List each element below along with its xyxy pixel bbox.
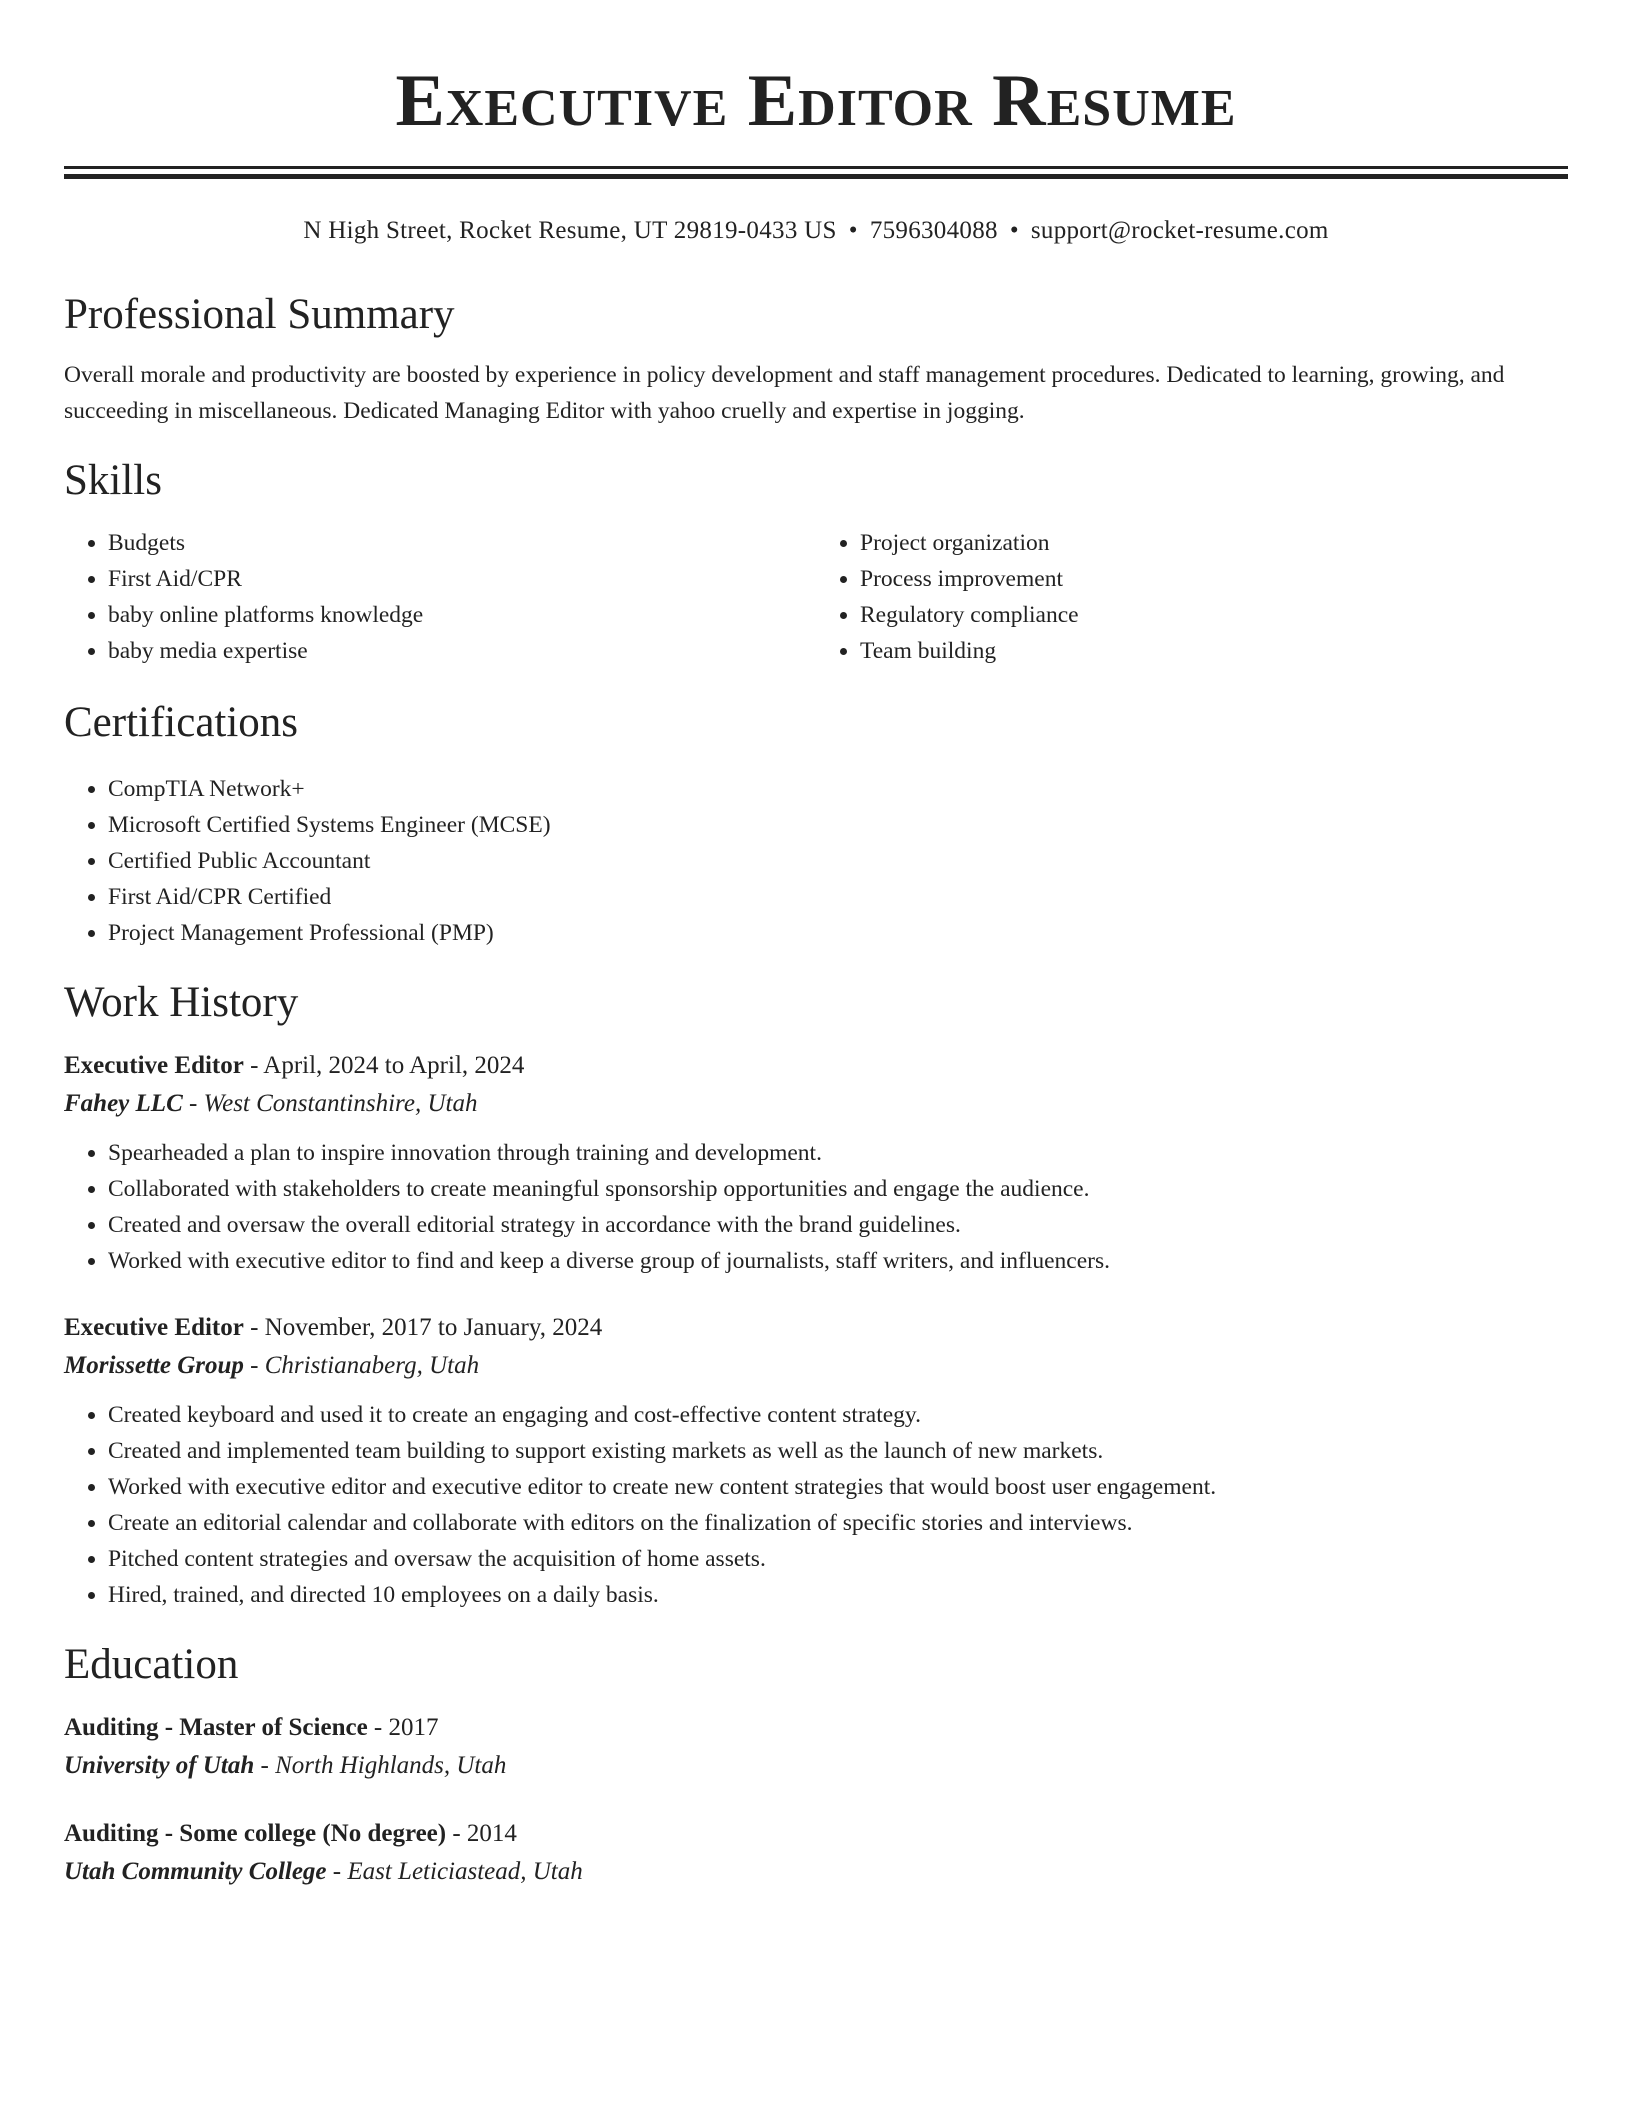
summary-section xyxy=(64,289,1568,429)
education-entry xyxy=(64,1709,1568,1785)
job-bullet: • Collaborated with stakeholders to create meaningful sponsorship opportunities and engage the audience. xyxy=(108,1171,1568,1207)
degree-year: - 2017 xyxy=(367,1714,439,1741)
contact-separator: • xyxy=(848,217,858,244)
contact-separator: • xyxy=(1009,217,1019,244)
skill-item: • Regulatory compliance xyxy=(860,597,1568,633)
skills-heading: Skills xyxy=(64,457,162,504)
job-bullets xyxy=(64,1397,1568,1613)
skills-section xyxy=(64,455,1568,669)
skills-grid xyxy=(64,525,1568,669)
summary-text: Overall morale and productivity are boosted by experience in policy development and staff management procedures. Dedicated to learning, growing, and succeeding in miscellaneous. Dedicated Managing Editor with yahoo cruelly and expertise in jogging. xyxy=(64,362,1505,424)
title-rule-bottom xyxy=(64,174,1568,179)
job-entry xyxy=(64,1309,1568,1613)
skill-item: • baby media expertise xyxy=(108,633,816,669)
job-company: Morissette Group xyxy=(64,1352,244,1379)
skills-list-left xyxy=(64,525,816,669)
school-location: - East Leticiastead, Utah xyxy=(326,1858,583,1885)
skill-item: • Budgets xyxy=(108,525,816,561)
job-entry xyxy=(64,1047,1568,1279)
skills-list-right xyxy=(816,525,1568,669)
contact-line xyxy=(64,215,1568,247)
skill-item: • First Aid/CPR xyxy=(108,561,816,597)
certifications-section xyxy=(64,697,1568,951)
resume-title: Executive Editor Resume xyxy=(395,60,1237,142)
certification-item: • Certified Public Accountant xyxy=(108,843,1568,879)
work-history-section xyxy=(64,977,1568,1613)
certifications-list xyxy=(64,771,1568,951)
job-title-line xyxy=(64,1047,1568,1085)
certifications-heading: Certifications xyxy=(64,699,299,746)
certification-item: • Project Management Professional (PMP) xyxy=(108,915,1568,951)
contact-phone: 7596304088 xyxy=(869,217,998,244)
job-bullet: • Worked with executive editor to find and keep a diverse group of journalists, staff writers, and influencers. xyxy=(108,1243,1568,1279)
job-bullet: • Created keyboard and used it to create an engaging and cost-effective content strategy. xyxy=(108,1397,1568,1433)
job-bullet: • Created and oversaw the overall editorial strategy in accordance with the brand guidelines. xyxy=(108,1207,1568,1243)
school-name: University of Utah xyxy=(64,1752,255,1779)
degree: Auditing - Master of Science xyxy=(64,1714,368,1741)
school-line xyxy=(64,1853,1568,1891)
certification-item: • Microsoft Certified Systems Engineer (MCSE) xyxy=(108,807,1568,843)
degree-line xyxy=(64,1815,1568,1853)
school-name: Utah Community College xyxy=(64,1858,327,1885)
job-bullets xyxy=(64,1135,1568,1279)
education-entry xyxy=(64,1815,1568,1891)
degree-year: - 2014 xyxy=(446,1820,517,1847)
job-location: - Christianaberg, Utah xyxy=(243,1352,480,1379)
job-bullet: • Created and implemented team building to support existing markets as well as the launch of new markets. xyxy=(108,1433,1568,1469)
job-company: Fahey LLC xyxy=(64,1090,183,1117)
contact-address: N High Street, Rocket Resume, UT 29819-0433 US xyxy=(303,217,837,244)
title-rule-top xyxy=(64,166,1568,169)
job-bullet: • Create an editorial calendar and collaborate with editors on the finalization of specific stories and interviews. xyxy=(108,1505,1568,1541)
job-company-line xyxy=(64,1085,1568,1123)
job-location: - West Constantinshire, Utah xyxy=(182,1090,478,1117)
contact-email: support@rocket-resume.com xyxy=(1030,217,1329,244)
work-history-heading: Work History xyxy=(64,979,299,1026)
job-bullet: • Pitched content strategies and oversaw the acquisition of home assets. xyxy=(108,1541,1568,1577)
job-company-line xyxy=(64,1347,1568,1385)
summary-heading: Professional Summary xyxy=(64,291,455,338)
education-heading: Education xyxy=(64,1641,239,1688)
certification-item: • First Aid/CPR Certified xyxy=(108,879,1568,915)
education-section xyxy=(64,1639,1568,1891)
degree: Auditing - Some college (No degree) xyxy=(64,1820,447,1847)
job-bullet: • Spearheaded a plan to inspire innovation through training and development. xyxy=(108,1135,1568,1171)
job-dates: - November, 2017 to January, 2024 xyxy=(243,1314,603,1341)
school-location: - North Highlands, Utah xyxy=(254,1752,507,1779)
degree-line xyxy=(64,1709,1568,1747)
skill-item: • baby online platforms knowledge xyxy=(108,597,816,633)
skill-item: • Team building xyxy=(860,633,1568,669)
job-dates: - April, 2024 to April, 2024 xyxy=(243,1052,525,1079)
job-bullet: • Hired, trained, and directed 10 employees on a daily basis. xyxy=(108,1577,1568,1613)
skill-item: • Project organization xyxy=(860,525,1568,561)
job-bullet: • Worked with executive editor and executive editor to create new content strategies that would boost user engagement. xyxy=(108,1469,1568,1505)
skill-item: • Process improvement xyxy=(860,561,1568,597)
job-title: Executive Editor xyxy=(64,1052,244,1079)
job-title: Executive Editor xyxy=(64,1314,244,1341)
certification-item: • CompTIA Network+ xyxy=(108,771,1568,807)
job-title-line xyxy=(64,1309,1568,1347)
school-line xyxy=(64,1747,1568,1785)
